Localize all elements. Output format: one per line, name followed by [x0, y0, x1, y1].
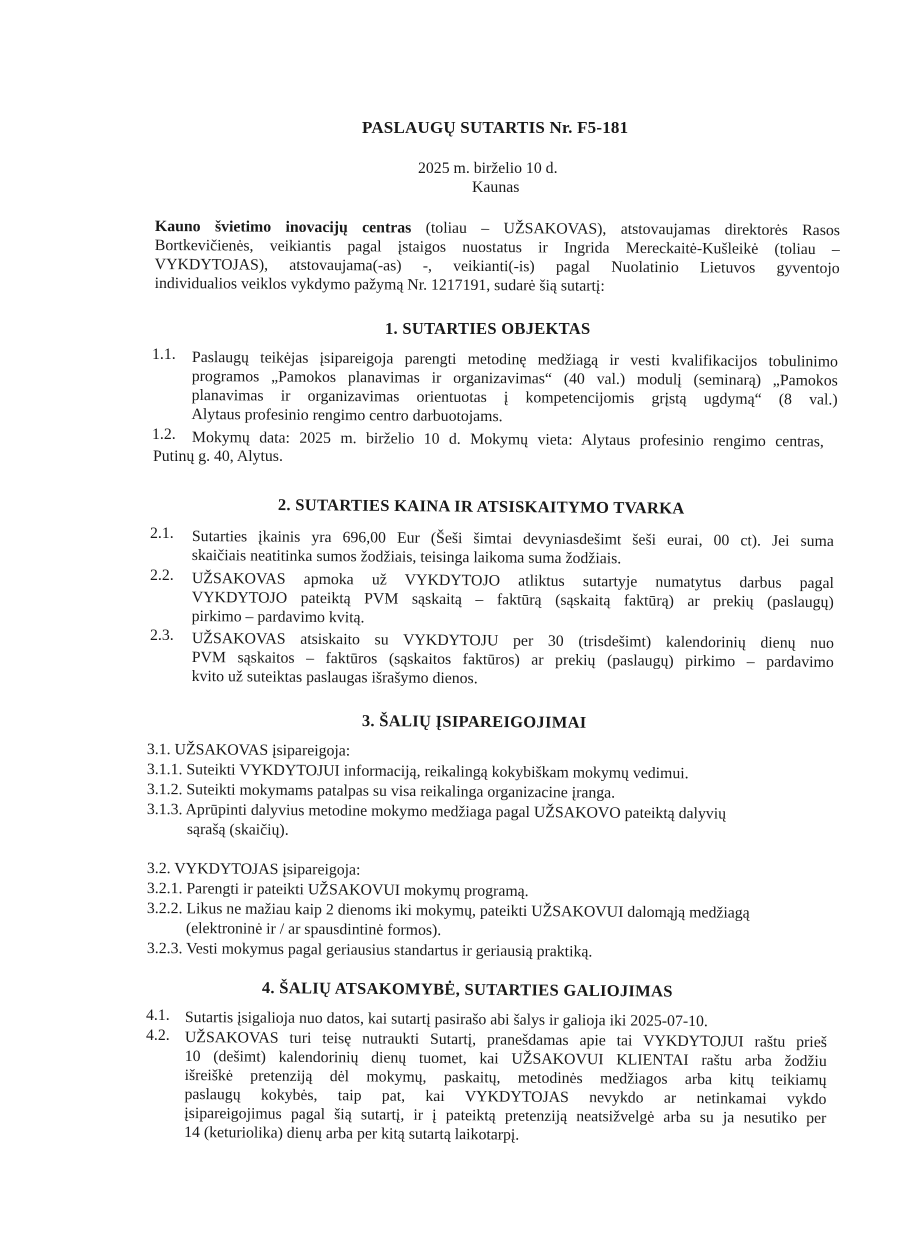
clause-1-2-number: 1.2. — [152, 426, 176, 443]
clause-3-1-1: 3.1.1. Suteikti VYKDYTOJUI informaciją, reikalingą kokybiškam mokymų vedimui. — [146, 760, 689, 783]
clause-3-1-3-continuation: sąrašą (skaičių). — [186, 820, 289, 839]
intro-line-3: VYKDYTOJAS), atstovaujama(-as) -, veikianti(-is) pagal Nuolatinio Lietuvos gyventojo — [154, 255, 840, 278]
intro-line-4: individualios veiklos vykdymo pažymą Nr. 1217191, sudarė šią sutartį: — [154, 274, 605, 295]
clause-1-2-text: Mokymų data: 2025 m. birželio 10 d. Mokymų vieta: Alytaus profesinio rengimo centras, — [191, 428, 824, 451]
clause-1-1-text: Paslaugų teikėjas įsipareigoja parengti metodinę medžiagą ir vesti kvalifikacijos tobulinimo programos „Pamokos planavimas ir organizavimas“ (40 val.) modulį (seminarą) „Pamokos planavimas ir organizavimas orientuotas į kompetencijomis grįstą ugdymą“ (8 val.) Alytaus profesinio rengimo centro darbuotojams. — [191, 348, 838, 426]
intro-paragraph — [155, 217, 840, 297]
clause-1-2-continuation: Putinų g. 40, Alytus. — [153, 448, 283, 465]
clause-2-1-number: 2.1. — [150, 525, 174, 542]
clause-3-1-3: 3.1.3. Aprūpinti dalyvius metodine mokymo medžiaga pagal UŽSAKOVO pateiktą dalyvių — [146, 800, 727, 823]
clause-2-3-number: 2.3. — [150, 627, 174, 644]
document-title: PASLAUGŲ SUTARTIS Nr. F5-181 — [362, 118, 629, 137]
section-3-heading: 3. ŠALIŲ ĮSIPAREIGOJIMAI — [361, 711, 587, 732]
clause-1-1-number: 1.1. — [152, 346, 176, 363]
clause-3-1-2: 3.1.2. Suteikti mokymams patalpas su visa reikalinga organizacine įranga. — [146, 780, 616, 802]
clause-3-2: 3.2. VYKDYTOJAS įsipareigoja: — [146, 859, 361, 879]
clause-2-3-text: UŽSAKOVAS atsiskaito su VYKDYTOJU per 30 (trisdešimt) kalendorinių dienų nuo PVM sąskaitos – faktūros (sąskaitos faktūros) ar prekių (paslaugų) pirkimo – pardavimo kvito už suteiktas paslaugas išrašymo dienos. — [191, 629, 834, 688]
clause-4-2-number: 4.2. — [146, 1027, 170, 1044]
clause-4-1-number: 4.1. — [146, 1007, 170, 1024]
clause-4-1-text: Sutartis įsigalioja nuo datos, kai sutartį pasirašo abi šalys ir galioja iki 2025-07-10. — [184, 1008, 708, 1031]
clause-2-2-text: UŽSAKOVAS apmoka už VYKDYTOJO atliktus sutartyje numatytus darbus pagal VYKDYTOJO pateiktą PVM sąskaitą – faktūrą (sąskaitą faktūrą) ar prekių (paslaugų) pirkimo – pardavimo kvitą. — [191, 569, 834, 627]
document-date: 2025 m. birželio 10 d. — [418, 160, 558, 177]
section-2-heading: 2. SUTARTIES KAINA IR ATSISKAITYMO TVARKA — [277, 495, 685, 518]
clause-2-2-number: 2.2. — [150, 567, 174, 584]
customer-name: Kauno švietimo inovacijų centras — [154, 217, 412, 237]
clause-3-2-2: 3.2.2. Likus ne mažiau kaip 2 dienoms iki mokymų, pateikti UŽSAKOVUI dalomąją medžiagą — [146, 899, 750, 922]
intro-line-1: Kauno švietimo inovacijų centras (toliau – UŽSAKOVAS), atstovaujamas direktorės Rasos — [154, 217, 840, 240]
intro-line-2: Bortkevičienės, veikiantis pagal įstaigos nuostatus ir Ingrida Mereckaitė-Kušleikė (toliau – — [154, 236, 840, 259]
clause-3-2-2-continuation: (elektroninė ir / ar spausdintinė formos). — [185, 919, 442, 940]
clause-4-2-text: UŽSAKOVAS turi teisę nutraukti Sutartį, pranešdamas apie tai VYKDYTOJUI raštu prieš 10 (dešimt) kalendorinių dienų tuomet, kai UŽSAKOVUI KLIENTAI raštu arba žodžiu išreiškė pretenziją dėl mokymų, paskaitų, metodinės medžiagos arba kitų teikiamų paslaugų kokybės, taip pat, kai VYKDYTOJAS nevykdo ar netinkamai vykdo įsipareigojimus pagal šią sutartį, ir į pateiktą pretenziją neatsižvelgė arba su ja nesutiko per 14 (keturiolika) dienų arba per kitą sutartą laikotarpį. — [184, 1029, 827, 1144]
section-4-heading: 4. ŠALIŲ ATSAKOMYBĖ, SUTARTIES GALIOJIMAS — [261, 978, 673, 1001]
clause-3-2-3: 3.2.3. Vesti mokymus pagal geriausius standartus ir geriausią praktiką. — [146, 939, 593, 961]
clause-3-2-1: 3.2.1. Parengti ir pateikti UŽSAKOVUI mokymų programą. — [146, 879, 529, 900]
clause-3-1: 3.1. UŽSAKOVAS įsipareigoja: — [146, 740, 351, 760]
section-1-heading: 1. SUTARTIES OBJEKTAS — [385, 319, 591, 338]
document-city: Kaunas — [472, 179, 520, 196]
clause-2-1-text: Sutarties įkainis yra 696,00 Eur (Šeši šimtai devyniasdešimt šeši eurai, 00 ct). Jei suma skaičiais neatitinka sumos žodžiais, teisinga laikoma suma žodžiais. — [191, 527, 834, 568]
